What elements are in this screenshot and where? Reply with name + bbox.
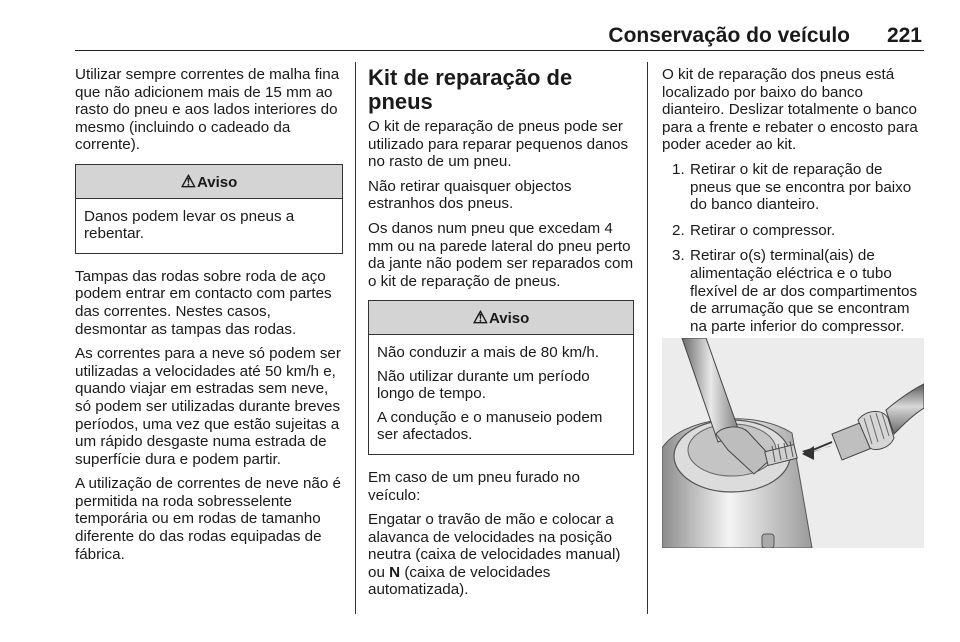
warning-triangle-icon: ⚠	[472, 308, 488, 328]
section-title: Conservação do veículo	[608, 24, 850, 47]
warning-body	[369, 335, 633, 454]
paragraph: Tampas das rodas sobre roda de aço podem entrar em contacto com partes das correntes. Nestes casos, desmontar as tampas das rodas.	[75, 267, 332, 338]
warning-box	[368, 300, 634, 455]
column-right	[662, 66, 924, 345]
step-text: Retirar o kit de reparação de pneus que se encontra por baixo do banco dianteiro.	[690, 160, 912, 214]
page-header	[0, 0, 960, 54]
paragraph: Utilizar sempre correntes de malha fina que não adicionem mais de 15 mm ao rasto do pneu e aos lados interiores do mesmo (incluindo o cadeado da corrente).	[75, 66, 340, 154]
paragraph: Em caso de um pneu furado no veículo:	[368, 468, 580, 504]
column-left	[75, 66, 343, 570]
section-heading: Kit de reparação de pneus	[368, 65, 573, 114]
paragraph: Não retirar quaisquer objectos estranhos dos pneus.	[368, 177, 572, 213]
warning-triangle-icon: ⚠	[180, 171, 196, 191]
warning-header	[76, 165, 342, 199]
gear-letter: N	[389, 563, 401, 581]
list-item	[662, 222, 924, 240]
compressor-illustration	[662, 338, 924, 548]
column-middle	[368, 66, 634, 606]
column-divider	[647, 62, 648, 614]
warning-box	[75, 164, 343, 254]
warning-title: Aviso	[488, 310, 530, 328]
compressor-hose-drawing	[662, 338, 924, 548]
paragraph: A utilização de correntes de neve não é permitida na roda sobresselente temporária ou em rodas de tamanho diferente do das rodas equipadas de fábrica.	[75, 475, 341, 563]
step-text: Retirar o compressor.	[690, 221, 836, 239]
header-rule	[75, 50, 924, 51]
steps-list	[662, 161, 924, 335]
warning-header	[369, 301, 633, 335]
warning-text: Danos podem levar os pneus a rebentar.	[84, 207, 295, 243]
warning-text: A condução e o manuseio podem ser afectados.	[377, 408, 603, 444]
list-item	[662, 161, 924, 214]
step-text: Retirar o(s) terminal(ais) de alimentação eléctrica e o tubo flexível de ar dos compartimentos de arrumação que se encontram na parte inferior do compressor.	[690, 247, 918, 335]
step-number: 1.	[672, 160, 685, 178]
warning-body	[76, 199, 342, 253]
paragraph: O kit de reparação de pneus pode ser utilizado para reparar pequenos danos no rasto de um pneu.	[368, 118, 629, 171]
page-number: 221	[886, 24, 922, 47]
paragraph: O kit de reparação dos pneus está localizado por baixo do banco dianteiro. Deslizar totalmente o banco para a frente e rebater o encosto para poder aceder ao kit.	[662, 66, 918, 154]
column-divider	[355, 62, 356, 614]
warning-text: Não conduzir a mais de 80 km/h.	[377, 343, 600, 361]
text-span: Engatar o travão de mão e colocar a alavanca de velocidades na posição neutra (caixa de velocidades manual) ou	[368, 511, 621, 581]
step-number: 3.	[672, 247, 685, 265]
warning-title: Aviso	[196, 173, 238, 191]
step-number: 2.	[672, 221, 685, 239]
paragraph: As correntes para a neve só podem ser utilizadas a velocidades até 50 km/h e, quando viajar em estradas sem neve, só podem ser utilizadas durante breves períodos, uma vez que estão sujeitas a um rápido desgaste numa estrada de superfície dura e podem partir.	[75, 345, 341, 468]
paragraph	[368, 511, 634, 599]
text-span: (caixa de velocidades automatizada).	[368, 563, 551, 599]
list-item	[662, 247, 924, 335]
warning-text: Não utilizar durante um período longo de tempo.	[377, 367, 590, 403]
paragraph: Os danos num pneu que excedam 4 mm ou na parede lateral do pneu perto da jante não podem ser reparados com o kit de reparação de pneus.	[368, 219, 634, 290]
